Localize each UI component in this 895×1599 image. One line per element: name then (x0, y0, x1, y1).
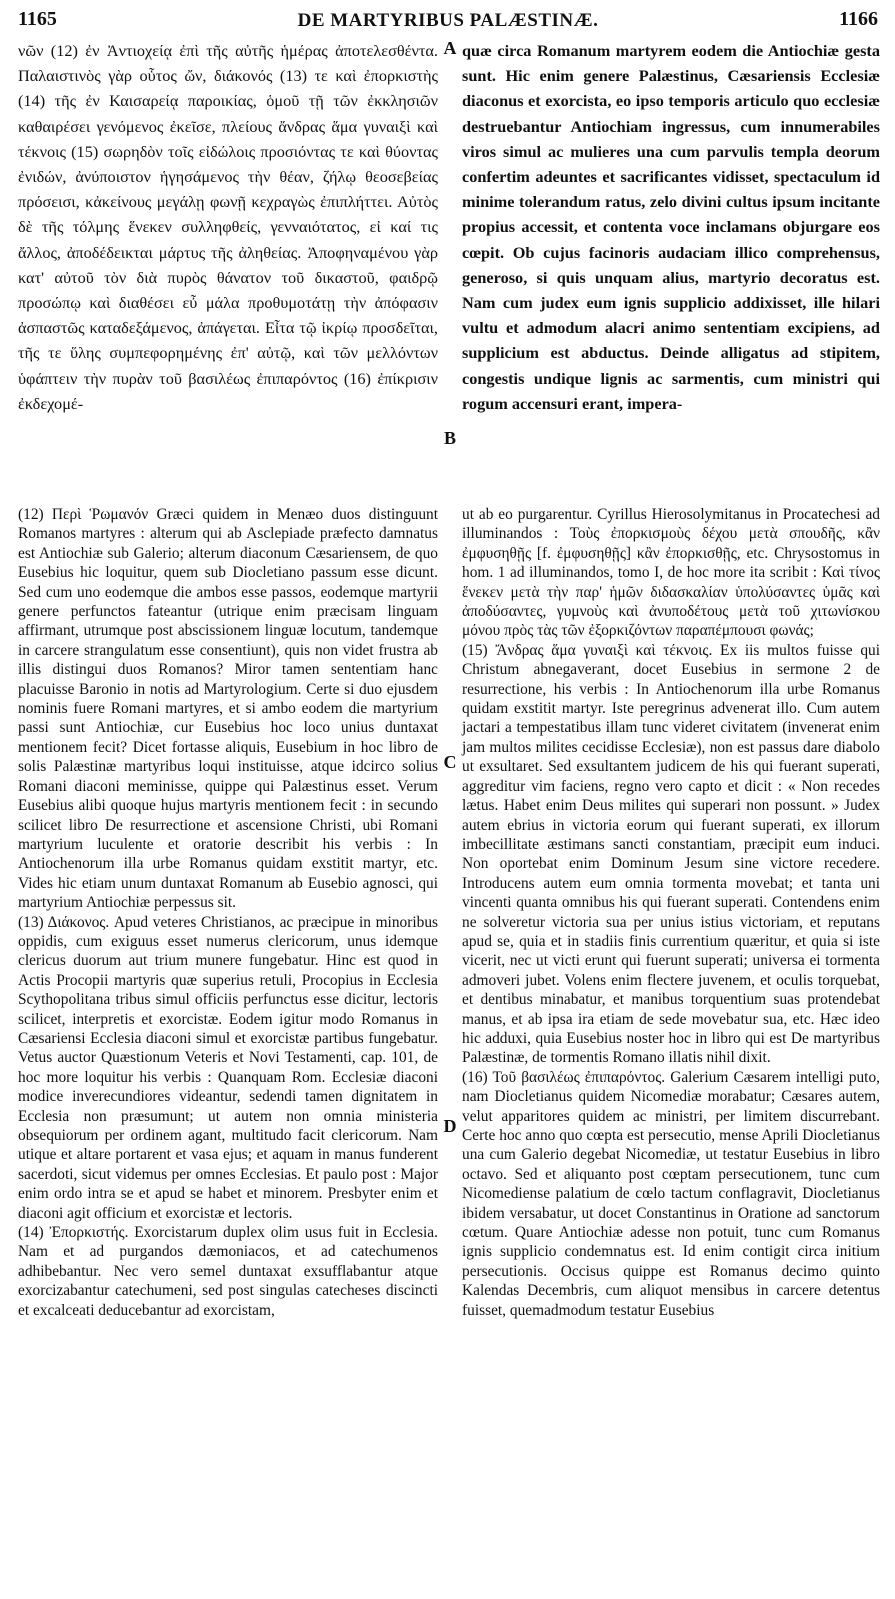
greek-text-column (18, 38, 438, 416)
margin-marker-d: D (443, 1116, 457, 1136)
note-16: (16) Τοῦ βασιλέως ἐπιπαρόντος. Galerium Cæsarem intelligi puto, nam Diocletianus quidem Nicomediæ morabatur; Cæsares autem, velut apparitores quidem ac ministri, per limitem discurrebant. Certe hoc anno quo cœpta est persecutio, mense Aprili Diocletianus una cum Galerio degebat Nicomediæ, ut testatur Eusebius in libro octavo. Sed et aliquanto post cœptam persecutionem, tunc cum Nicomediense palatium de cœlo tactum conflagravit, Diocletianus ibidem versabatur, ut docet Constantinus in Oratione ad sanctorum cœtum. Quare Antiochiæ adesse non potuit, tunc cum Romanus ignis supplicio condemnatus est. Id enim contigit circa initium persecutionis. Occisus quippe est Romanus decimo quinto Kalendas Decembris, cum aliquot mensibus in carcere detentus fuisset, quemadmodum testatur Eusebius (462, 1068, 880, 1319)
greek-text: νῶν (12) ἐν Ἀντιοχείᾳ ἐπὶ τῆς αὐτῆς ἡμέρας ἀποτελεσθέντα. Παλαιστινὸς γὰρ οὗτος ὤν, διάκονός (13) τε καὶ ἐπορκιστὴς (14) τῆς ἐν Καισαρείᾳ παροικίας, ὁμοῦ τῇ τῶν ἐκκλησιῶν καθαιρέσει γενόμενος ἐκεῖσε, πλείους ἄνδρας ἅμα γυναιξὶ καὶ τέκνοις (15) σωρηδὸν τοῖς εἰδώλοις προσιόντας τε καὶ θύοντας ἐνιδών, ἀνύποιστον ἡγησάμενος τὴν θέαν, ζήλῳ θεοσεβείας πρόσεισι, κἀκείνους μεγάλῃ φωνῇ κεχραγὼς ἐπιπλήττει. Αὐτὸς δὲ τῆς τόλμης ἕνεκεν συλληφθείς, γενναιότατος, εἰ καί τις ἄλλος, ἀποδέδεικται μάρτυς τῆς ἀληθείας. Ἀποφηναμένου γὰρ κατ' αὐτοῦ τὸν διὰ πυρὸς θάνατον τοῦ δικαστοῦ, φαιδρῷ προσώπῳ καὶ διαθέσει εὖ μάλα προθυμοτάτῃ τὴν ἀπόφασιν ἀσπαστῶς καταδεξάμενος, ἀπάγεται. Εἶτα τῷ ἰκρίῳ προσδεῖται, τῆς τε ὕλης συμπεφορημένης ἐπ' αὐτῷ, καὶ τῶν μελλόντων ὑφάπτειν τὴν πυρὰν τοῦ βασιλέως ἐπιπαρόντος (16) ἐπίκρισιν ἐκδεχομέ- (18, 41, 438, 413)
note-13: (13) Διάκονος. Apud veteres Christianos, ac præcipue in minoribus oppidis, cum exiguus esset numerus clericorum, unus idemque clericus duorum aut trium munere fungebatur. Hinc est quod in Actis Procopii martyris quæ superius retuli, Procopius in Ecclesia Scythopolitana tribus simul officiis perfunctus esse dicitur, lectoris scilicet, interpretis et exorcistæ. Eodem igitur modo Romanus in Cæsariensi Ecclesia diaconi simul et exorcistæ partibus fungebatur. Vetus auctor Quæstionum Veteris et Novi Testamenti, cap. 101, de hoc more loquitur his verbis : Quanquam Rom. Ecclesiæ diaconi modice inverecundiores videantur, sedendi tamen dignitatem in Ecclesia non præsumunt; ut autem non omnia ministeria obsequiorum per ordinem agant, multitudo facit clericorum. Nam utique et altare portarent et vasa ejus; et aquam in manus funderent sacerdoti, sicut videmus per omnes Ecclesias. Et paulo post : Major enim ordo intra se et apud se habet et minorem. Presbyter enim et diaconi agit officium et exorcistæ et lectoris. (18, 913, 438, 1222)
latin-text-column (462, 38, 880, 416)
page-header (18, 8, 878, 34)
note-12: (12) Περὶ Ῥωμανόν Græci quidem in Menæo duos distinguunt Romanos martyres : alterum qui ab Asclepiade præfecto damnatus est Antiochiæ sub Galerio; alterum diaconum Cæsariensem, de quo Eusebius hic loquitur, quem sub Diocletiano passum esse dicunt. Sed cum uno eodemque die ambos esse passos, eodemque martyrii genere perfunctos fateantur (utrique enim præcisam linguam affirmant, utrumque post abscissionem linguæ locutum, tandemque in carcere strangulatum esse consentiunt), quis non videt frustra ab illis distingui duos Romanos? Miror tamen sententiam hanc placuisse Baronio in notis ad Martyrologium. Certe si duo ejusdem nominis fuere Romani martyres, et si ambo eodem die martyrium passi sunt Antiochiæ, cur Eusebius hoc loco unius duntaxat mentionem fecit? Dicet fortasse aliquis, Eusebium in hoc libro de solis Palæstinæ martyribus loqui instituisse, atque idcirco solius Romani diaconi meminisse, quippe qui Palæstinus esset. Verum Eusebius alibi quoque hujus martyris mentionem fecit : in secundo scilicet libro De resurrectione et ascensione Christi, ubi Romani martyrium luculente et oratorie describit his verbis : In Antiochenorum illa urbe Romanus quidam exstitit martyr, etc. Vides hic etiam unum duntaxat Romanum ab Eusebio agnosci, qui martyrium Antiochiæ perpessus sit. (18, 506, 438, 912)
margin-marker-c: C (443, 752, 457, 772)
note-15: (15) Ἄνδρας ἅμα γυναιξὶ καὶ τέκνοις. Ex iis multos fuisse qui Christum abnegaverant, docet Eusebius in sermone 2 de resurrectione, his verbis : In Antiochenorum illa urbe Romanus quidam exstitit martyr. Iste peregrinus advenerat illo. Cum autem jactari a tempestatibus illam tunc videret civitatem (invenerat enim jam multos milites cecidisse Ecclesiæ), non est passus dare diabolo ut exsultaret. Sed exsultantem judicem de his qui fuerant superati, aggreditur vim faciens, regno vero capto et dicit : « Non recedes lætus. Habet enim Deus milites qui superari non possunt. » Judex autem ebrius in victoria eorum qui fuerant superati, ex illorum imbecillitate æstimans sancti constantiam, præcipit eum induci. Non oportebat enim Dominum Jesum sine victore recedere. Introducens autem eum omnia tormenta movebat; et tanta uni vincenti quanta omnibus his qui fuerant superati. Contendens enim ne solveretur victoria sua per unius istius victoriam, et reputans apud se, quia et in stadiis finis currentium quæritur, et quia si iste vicerit, nec ut victi erunt qui fuerunt superati; universa ei tormenta admoveri jubet. Volens enim flectere juvenem, et oculis torquebat, et dentibus minabatur, et manibus torquentium suas protendebat manus, et ab ipsa ira etiam de sede movebatur sua, etc. Hæc ideo hic adduxi, quia Eusebius noster hoc in libro qui est De martyribus Palæstinæ, de tormentis Romano illatis nihil dixit. (462, 641, 880, 1067)
margin-marker-b: B (443, 428, 456, 448)
notes-left-column (18, 505, 438, 1320)
note-14-continued: ut ab eo purgarentur. Cyrillus Hierosolymitanus in Procatechesi ad illuminandos : Τοὺς ἐπορκισμοὺς δέχου μετὰ σπουδῆς, κἂν ἐμφυσηθῇς [f. ἐμφυσηθῇς] κἂν ἐπορκισθῇς, etc. Chrysostomus in hom. 1 ad illuminandos, tomo I, de hoc more ita scribit : Καὶ τίνος ἕνεκεν μετὰ τὴν παρ' ἡμῶν διδασκαλίαν ὑπολύσαντες ὑμᾶς καὶ ἀποδύσαντες, γυμνοὺς καὶ ἀνυποδέτους μετὰ τοῦ χιτωνίσκου μόνου πρὸς τὰς τῶν ἐξορκιζόντων παραπέμπουσι φωνάς; (462, 506, 880, 640)
latin-text: quæ circa Romanum martyrem eodem die Antiochiæ gesta sunt. Hic enim genere Palæstinus, Cæsariensis Ecclesiæ diaconus et exorcista, eo ipso temporis articulo quo ecclesiæ destruebantur Antiochiam ingressus, cum innumerabiles viros simul ac mulieres una cum parvulis templa deorum confertim adeuntes et sacrificantes vidisset, spectaculum id minime tolerandum ratus, zelo divini cultus ipsum incitante propius accessit, et contenta voce inclamans objurgare eos cœpit. Ob cujus facinoris audaciam illico comprehensus, generoso, si quis unquam alius, martyrio decoratus est. Nam cum judex eum ignis supplicio addixisset, ille hilari vultu et admodum alacri animo sententiam excipiens, ad supplicium est abductus. Deinde alligatus ad stipitem, congestis undique lignis ac sarmentis, cum ministri qui rogum accensuri erant, impera- (462, 41, 880, 413)
margin-marker-a: A (443, 38, 457, 58)
notes-right-column (462, 505, 880, 1320)
running-title: DE MARTYRIBUS PALÆSTINÆ. (297, 10, 599, 31)
page-number-left: 1165 (18, 8, 57, 30)
note-14: (14) Ἐπορκιστής. Exorcistarum duplex olim usus fuit in Ecclesia. Nam et ad purgandos dæmoniacos, et ad catechumenos adhibebantur. Nec vero semel duntaxat exsufflabantur atque exorcizabantur catechumeni, sed post singulas catecheses discincti et excalceati deducebantur ad exorcistam, (18, 1224, 438, 1319)
page-number-right: 1166 (839, 8, 878, 30)
